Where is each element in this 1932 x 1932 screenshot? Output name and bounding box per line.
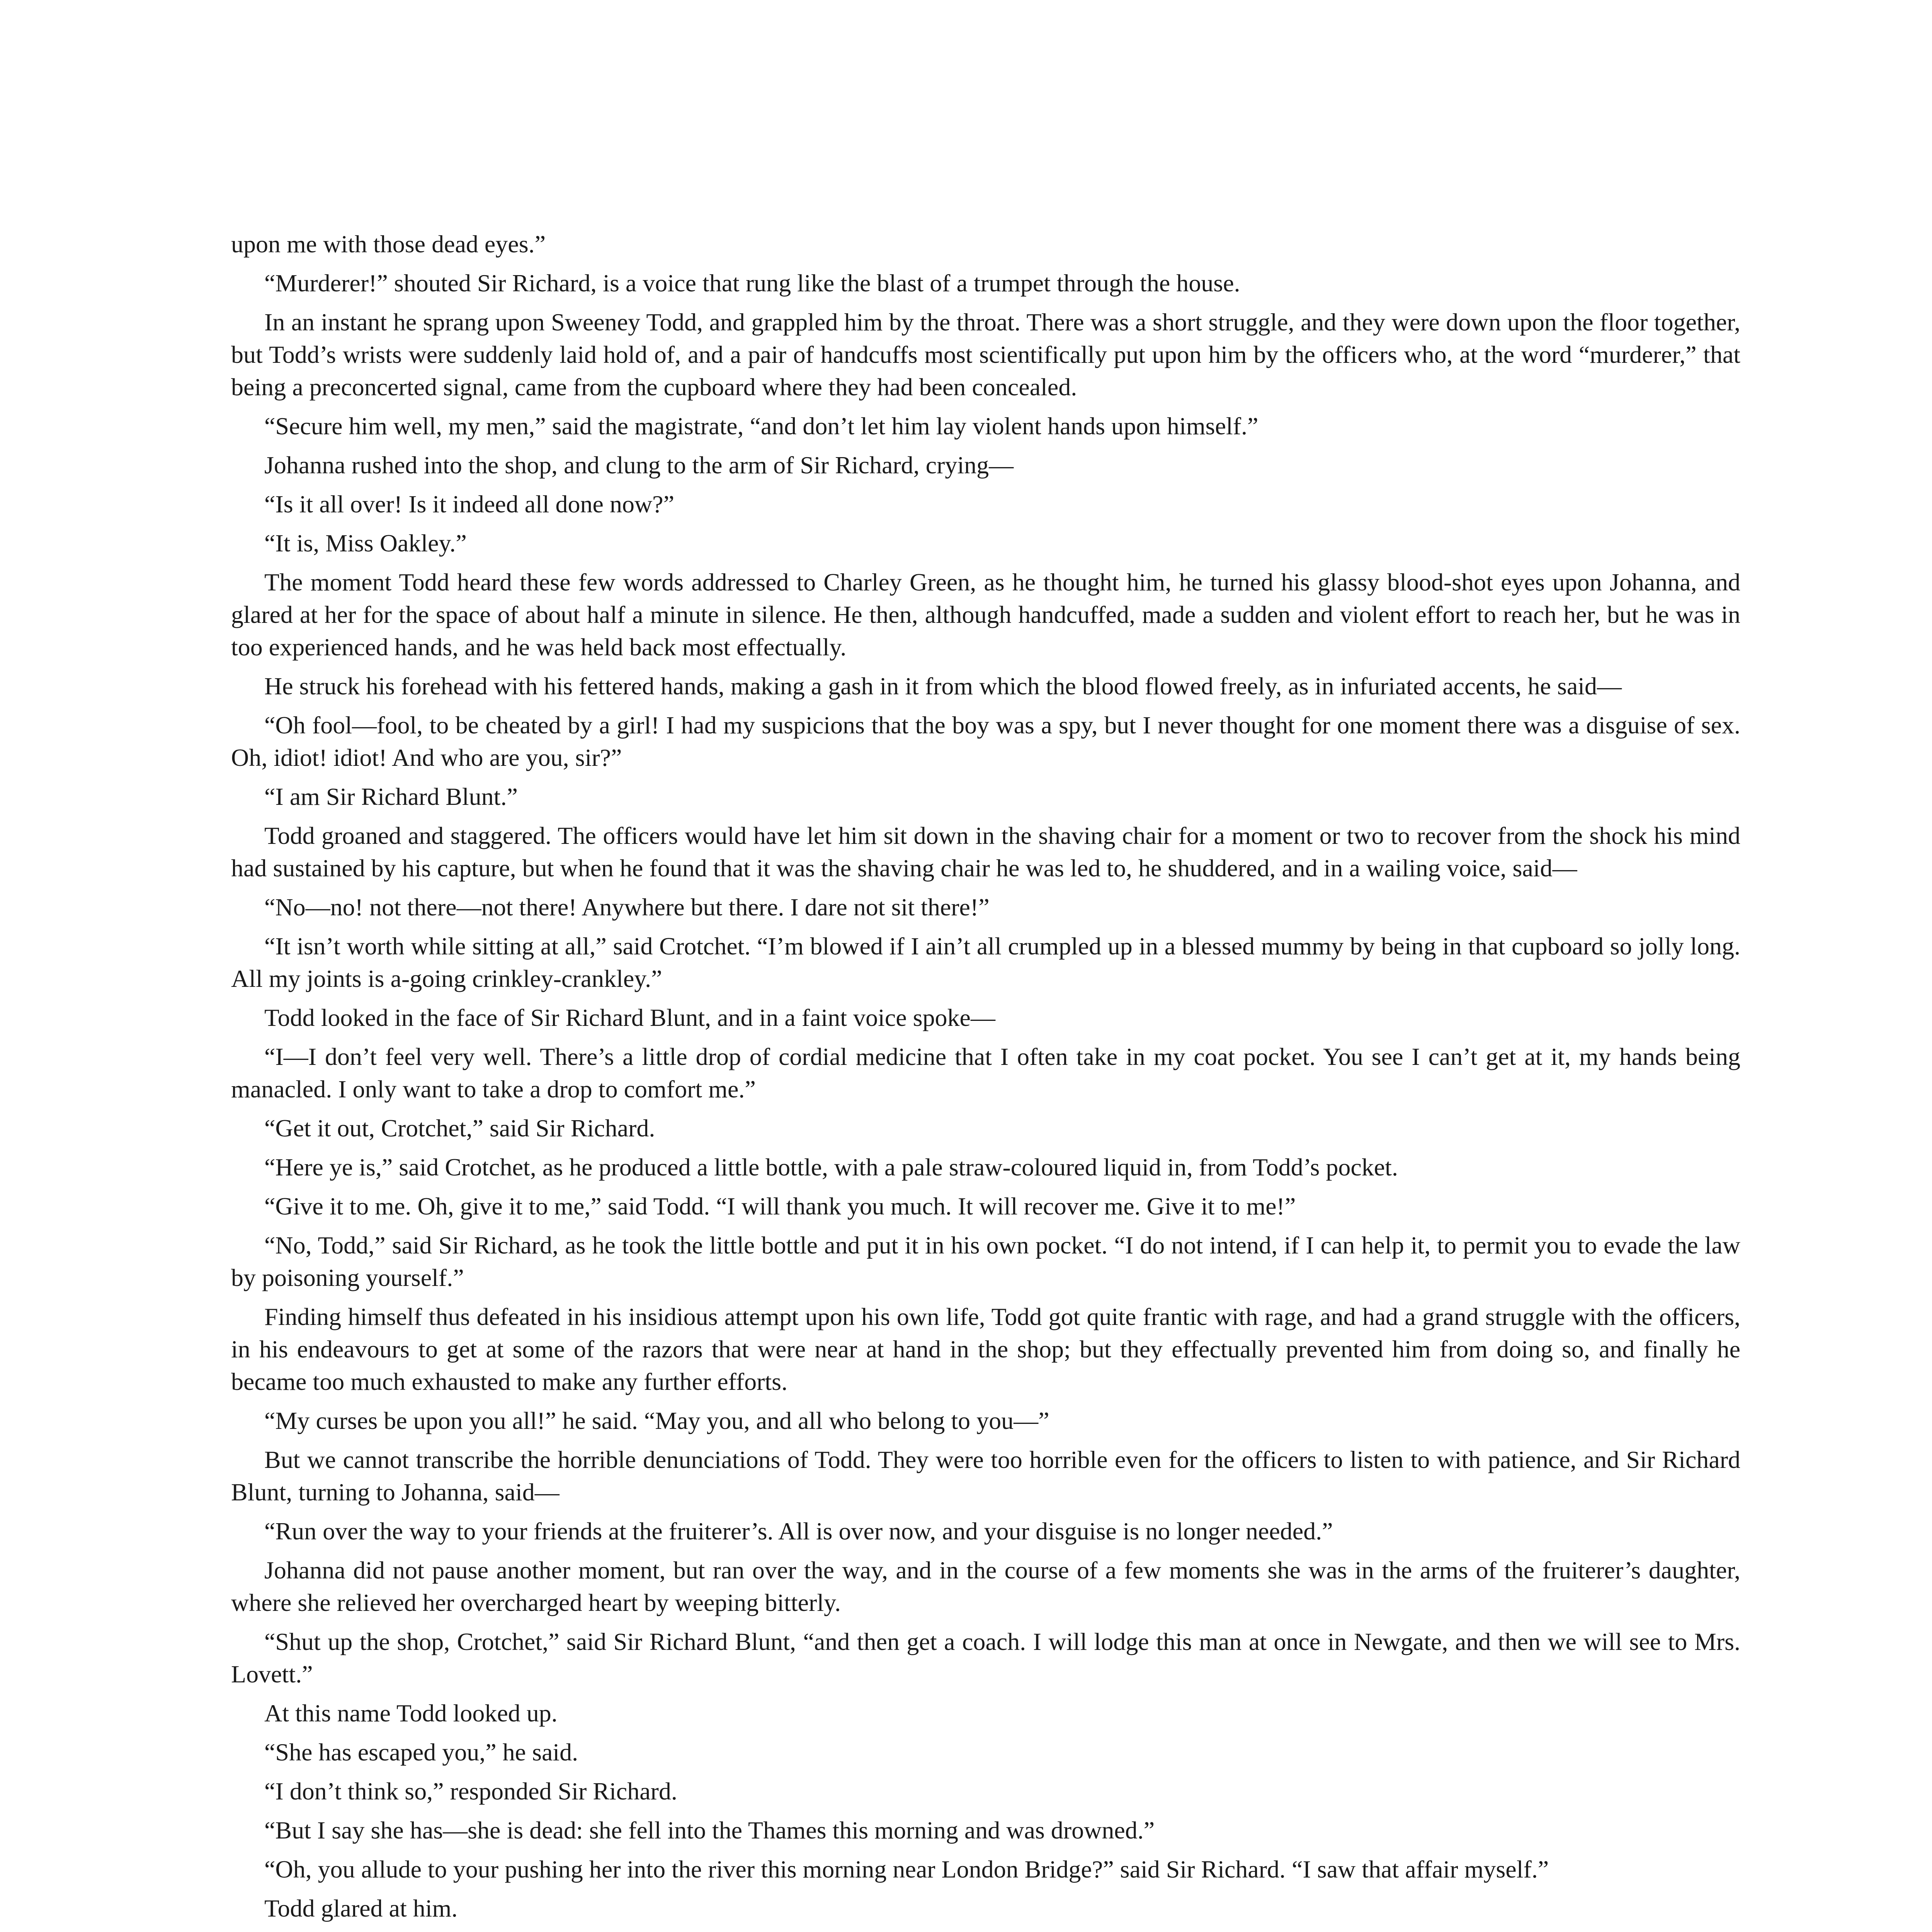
paragraph: “No—no! not there—not there! Anywhere but there. I dare not sit there!” — [264, 893, 990, 921]
paragraph: “I don’t think so,” responded Sir Richard. — [264, 1777, 677, 1805]
paragraph: Todd groaned and staggered. The officers would have let him sit down in the shaving chair for a moment or two to recover from the shock his mind had sustained by his capture, but when he found that it was the shaving chair he was led to, he shuddered, and in a wailing voice, said— — [231, 822, 1740, 882]
paragraph: “Shut up the shop, Crotchet,” said Sir Richard Blunt, “and then get a coach. I will lodge this man at once in Newgate, and then we will see to Mrs. Lovett.” — [231, 1628, 1740, 1688]
paragraph: “Oh, you allude to your pushing her into the river this morning near London Bridge?” said Sir Richard. “I saw that affair myself.” — [264, 1855, 1549, 1883]
paragraph: “Is it all over! Is it indeed all done now?” — [264, 490, 674, 518]
paragraph: “Murderer!” shouted Sir Richard, is a voice that rung like the blast of a trumpet through the house. — [264, 269, 1240, 297]
paragraph: “Give it to me. Oh, give it to me,” said Todd. “I will thank you much. It will recover me. Give it to me!” — [264, 1192, 1296, 1220]
paragraph: “But I say she has—she is dead: she fell into the Thames this morning and was drowned.” — [264, 1816, 1155, 1844]
paragraph: In an instant he sprang upon Sweeney Todd, and grappled him by the throat. There was a short struggle, and they were down upon the floor together, but Todd’s wrists were suddenly laid hold of, and a pair of handcuffs most scientifically put upon him by the officers who, at the word “murderer,” that being a preconcerted signal, came from the cupboard where they had been concealed. — [231, 308, 1740, 401]
paragraph: “It isn’t worth while sitting at all,” said Crotchet. “I’m blowed if I ain’t all crumpled up in a blessed mummy by being in that cupboard so jolly long. All my joints is a-going crinkley-crankley.” — [231, 932, 1740, 992]
paragraph: “Secure him well, my men,” said the magistrate, “and don’t let him lay violent hands upon himself.” — [264, 412, 1259, 440]
paragraph: “It is, Miss Oakley.” — [264, 529, 467, 557]
paragraph: “I am Sir Richard Blunt.” — [264, 783, 518, 810]
paragraph: “Oh fool—fool, to be cheated by a girl! I had my suspicions that the boy was a spy, but I never thought for one moment there was a disguise of sex. Oh, idiot! idiot! And who are you, sir?” — [231, 711, 1740, 771]
paragraph: But we cannot transcribe the horrible denunciations of Todd. They were too horrible even for the officers to listen to with patience, and Sir Richard Blunt, turning to Johanna, said— — [231, 1446, 1740, 1506]
paragraph: Johanna rushed into the shop, and clung to the arm of Sir Richard, crying— — [264, 451, 1014, 479]
paragraph: Todd looked in the face of Sir Richard Blunt, and in a faint voice spoke— — [264, 1004, 995, 1031]
paragraph: Finding himself thus defeated in his insidious attempt upon his own life, Todd got quite frantic with rage, and had a grand struggle with the officers, in his endeavours to get at some of the razors that were near at hand in the shop; but they effectually prevented him from doing so, and finally he became too much exhausted to make any further efforts. — [231, 1303, 1740, 1395]
paragraph: “No, Todd,” said Sir Richard, as he took the little bottle and put it in his own pocket. “I do not intend, if I can help it, to permit you to evade the law by poisoning yourself.” — [231, 1231, 1740, 1291]
paragraph: “Run over the way to your friends at the fruiterer’s. All is over now, and your disguise is no longer needed.” — [264, 1517, 1333, 1545]
paragraph: “I—I don’t feel very well. There’s a little drop of cordial medicine that I often take in my coat pocket. You see I can’t get at it, my hands being manacled. I only want to take a drop to comfort me.” — [231, 1043, 1740, 1103]
paragraph: “Here ye is,” said Crotchet, as he produced a little bottle, with a pale straw-coloured liquid in, from Todd’s pocket. — [264, 1153, 1398, 1181]
paragraph: “My curses be upon you all!” he said. “May you, and all who belong to you—” — [264, 1407, 1049, 1434]
page-text — [231, 228, 1740, 1932]
paragraph: The moment Todd heard these few words addressed to Charley Green, as he thought him, he turned his glassy blood-shot eyes upon Johanna, and glared at her for the space of about half a minute in silence. He then, although handcuffed, made a sudden and violent effort to reach her, but he was in too experienced hands, and he was held back most effectually. — [231, 568, 1740, 661]
paragraph: “Get it out, Crotchet,” said Sir Richard. — [264, 1114, 655, 1142]
paragraph: He struck his forehead with his fettered hands, making a gash in it from which the blood flowed freely, as in infuriated accents, he said— — [264, 672, 1622, 700]
paragraph: Johanna did not pause another moment, but ran over the way, and in the course of a few moments she was in the arms of the fruiterer’s daughter, where she relieved her overcharged heart by weeping bitterly. — [231, 1556, 1740, 1616]
paragraph: At this name Todd looked up. — [264, 1699, 558, 1727]
paragraph: “She has escaped you,” he said. — [264, 1738, 578, 1766]
paragraph: Todd glared at him. — [264, 1895, 458, 1922]
paragraph: upon me with those dead eyes.” — [231, 230, 546, 258]
